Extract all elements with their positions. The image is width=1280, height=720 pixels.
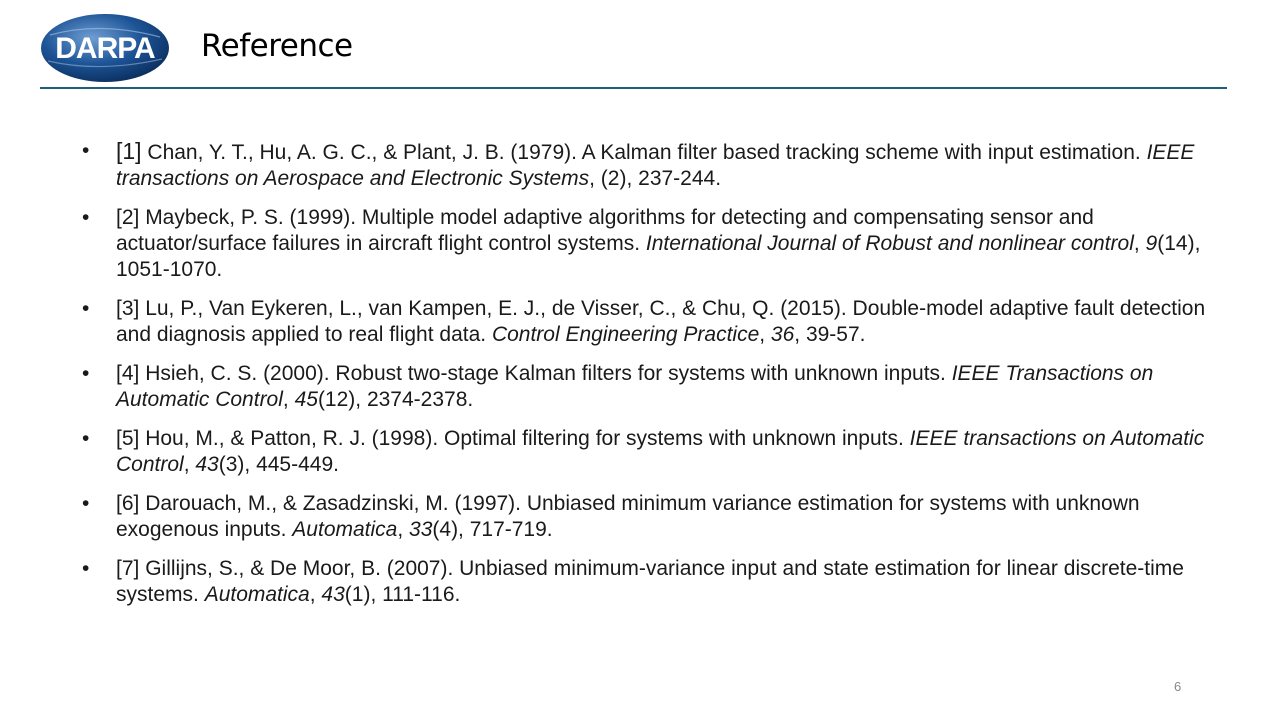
reference-item [82,296,1212,348]
ref-sep: , [282,388,295,411]
ref-journal: Automatica [204,583,310,606]
reference-item [82,138,1212,192]
ref-journal: Control Engineering Practice [491,323,760,346]
ref-text: Lu, P., Van Eykeren, L., van Kampen, E. J., de Visser, C., & Chu, Q. (2015). Double-model adaptive fault detection and diagnosis applied to real flight data. [116,297,1206,346]
bullet: • [82,206,90,229]
ref-after: (3), 445-449. [218,453,339,476]
ref-volume: 9 [1145,232,1158,255]
reference-item [82,426,1212,478]
ref-journal: Automatica [292,518,398,541]
ref-journal: IEEE Transactions on Automatic Control [116,362,1154,411]
ref-volume: 43 [195,453,219,476]
ref-volume: 33 [409,518,433,541]
ref-after: (12), 2374-2378. [317,388,474,411]
ref-volume: 36 [770,323,795,346]
bullet: • [82,557,90,580]
title-divider [40,87,1227,89]
ref-journal: IEEE transactions on Aerospace and Electronic Systems [116,141,1195,190]
ref-text: Hou, M., & Patton, R. J. (1998). Optimal filtering for systems with unknown inputs. [139,427,910,450]
reference-item [82,491,1212,543]
ref-after: (14), 1051-1070. [116,232,1201,281]
ref-text: Hsieh, C. S. (2000). Robust two-stage Kalman filters for systems with unknown inputs. [139,362,952,385]
reference-item [82,205,1212,283]
ref-journal: IEEE transactions on Automatic Control [116,427,1205,476]
bullet: • [82,492,90,515]
ref-volume: 43 [321,583,345,606]
bullet: • [82,362,90,385]
ref-volume: 45 [294,388,318,411]
ref-label: [6] [116,492,140,515]
ref-after: , (2), 237-244. [589,167,722,190]
ref-text: Maybeck, P. S. (1999). Multiple model adaptive algorithms for detecting and compensating sensor and actuator/surface failures in aircraft flight control systems. [116,206,1094,255]
logo-text: DARPA [55,32,155,65]
ref-sep: , [397,518,410,541]
bullet: • [82,297,90,320]
bullet: • [82,139,90,162]
ref-after: , 39-57. [794,323,866,346]
ref-sep: , [309,583,322,606]
bullet: • [82,427,90,450]
ref-text: Chan, Y. T., Hu, A. G. C., & Plant, J. B. (1979). A Kalman filter based tracking scheme with input estimation. [141,141,1147,164]
page-title: Reference [201,28,353,64]
reference-item [82,556,1212,608]
ref-label: [1] [116,138,142,164]
ref-journal: International Journal of Robust and nonlinear control [645,232,1134,255]
ref-label: [2] [116,206,140,229]
reference-list [82,138,1212,621]
ref-label: [4] [116,362,140,385]
reference-item [82,361,1212,413]
ref-label: [5] [116,427,140,450]
ref-text: Gillijns, S., & De Moor, B. (2007). Unbiased minimum-variance input and state estimation for linear discrete-time systems. [116,557,1184,606]
ref-sep: , [759,323,771,346]
ref-sep: , [1133,232,1146,255]
ref-label: [3] [116,297,140,320]
ref-label: [7] [116,557,140,580]
page-number: 6 [1174,679,1182,694]
ref-text: Darouach, M., & Zasadzinski, M. (1997). Unbiased minimum variance estimation for systems with unknown exogenous inputs. [116,492,1140,541]
ref-sep: , [183,453,196,476]
ref-after: (4), 717-719. [432,518,553,541]
ref-after: (1), 111-116. [344,583,461,606]
darpa-logo [40,13,170,83]
